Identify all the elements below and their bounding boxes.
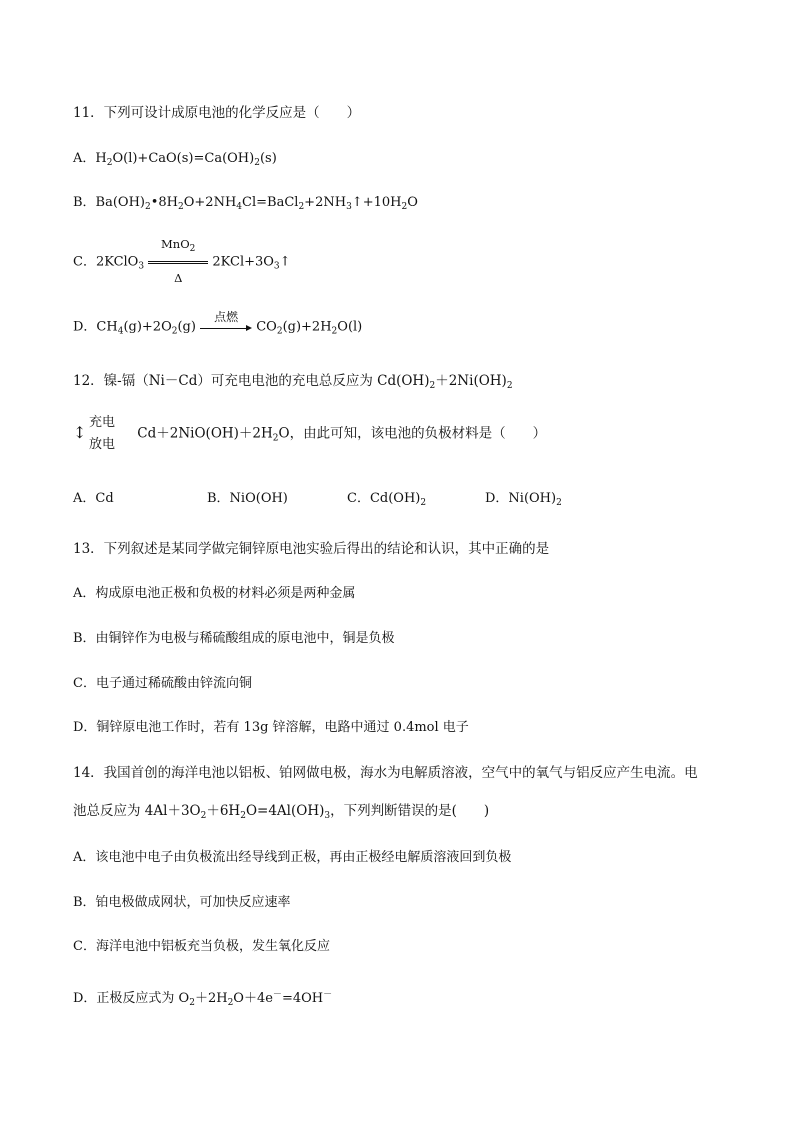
q11-option-b: B．$Ba(OH)_2•8H_2O+2NH_4Cl=BaCl_2+2NH_3↑+10H_2O$ [73,195,418,212]
q14-option-a: A．该电池中电子由负极流出经导线到正极，再由正极经电解质溶液回到负极 [73,850,512,865]
q13-option-d: D．铜锌原电池工作时，若有 13g 锌溶解，电路中通过 0.4mol 电子 [73,720,469,735]
q13-option-c: C．电子通过稀硫酸由锌流向铜 [73,676,252,691]
q12-reversible-arrow: ↕ 充电 放电 [73,415,116,452]
q11-d-condition-arrow: 点燃 [200,318,252,336]
q12-stem-line1: 12．镍-镉（Ni－Cd）可充电电池的充电总反应为 $Cd(OH)_2+2Ni(OH)_2$ [73,373,513,391]
updown-arrow-icon: ↕ [73,423,87,442]
q12-option-c: C．$Cd(OH)_2$ [347,491,427,508]
q12-option-d: D．$Ni(OH)_2$ [485,491,562,508]
q11-c-condition-sign: $\frac{MnO_2}{\Delta}$ [148,253,208,271]
q11-stem: 11．下列可设计成原电池的化学反应是（ ） [73,105,361,121]
q14-option-b: B．铂电极做成网状，可加快反应速率 [73,895,291,910]
q14-option-c: C．海洋电池中铝板充当负极，发生氧化反应 [73,939,330,954]
q14-option-d: D．正极反应式为 $O_2+2H_2O+4e^-=4OH^-$ [73,990,333,1008]
q13-option-a: A．构成原电池正极和负极的材料必须是两种金属 [73,586,356,601]
q13-stem: 13．下列叙述是某同学做完铜锌原电池实验后得出的结论和认识，其中正确的是 [73,541,550,557]
q11-option-c: C．2KClO$_3$ $\frac{MnO_2}{\Delta}$ $2KCl+3O_3↑$ [73,237,291,285]
q14-stem-line2: 池总反应为 $4Al+3O_2+6H_2O=4Al(OH)_3$，下列判断错误的是( ) [73,803,490,821]
q12-options [73,490,633,512]
q13-option-b: B．由铜锌作为电极与稀硫酸组成的原电池中，铜是负极 [73,631,395,646]
q12-stem-line2: ↕ 充电 放电 $Cd+2NiO(OH)+2H_2O$，由此可知，该电池的负极材料是（ ） [73,415,547,452]
q12-option-b: B．NiO(OH) [207,491,288,506]
q12-option-a: A．Cd [73,491,114,506]
q11-option-d: D．$CH_4(g)+2O_2(g)$ 点燃 $CO_2(g)+2H_2O(l)$ [73,310,363,337]
q11-option-a: A．$H_2O(l)+CaO(s)=Ca(OH)_2(s)$ [73,151,277,168]
q14-stem-line1: 14．我国首创的海洋电池以铝板、铂网做电极，海水为电解质溶液，空气中的氧气与铝反应产生电流。电 [73,765,698,781]
